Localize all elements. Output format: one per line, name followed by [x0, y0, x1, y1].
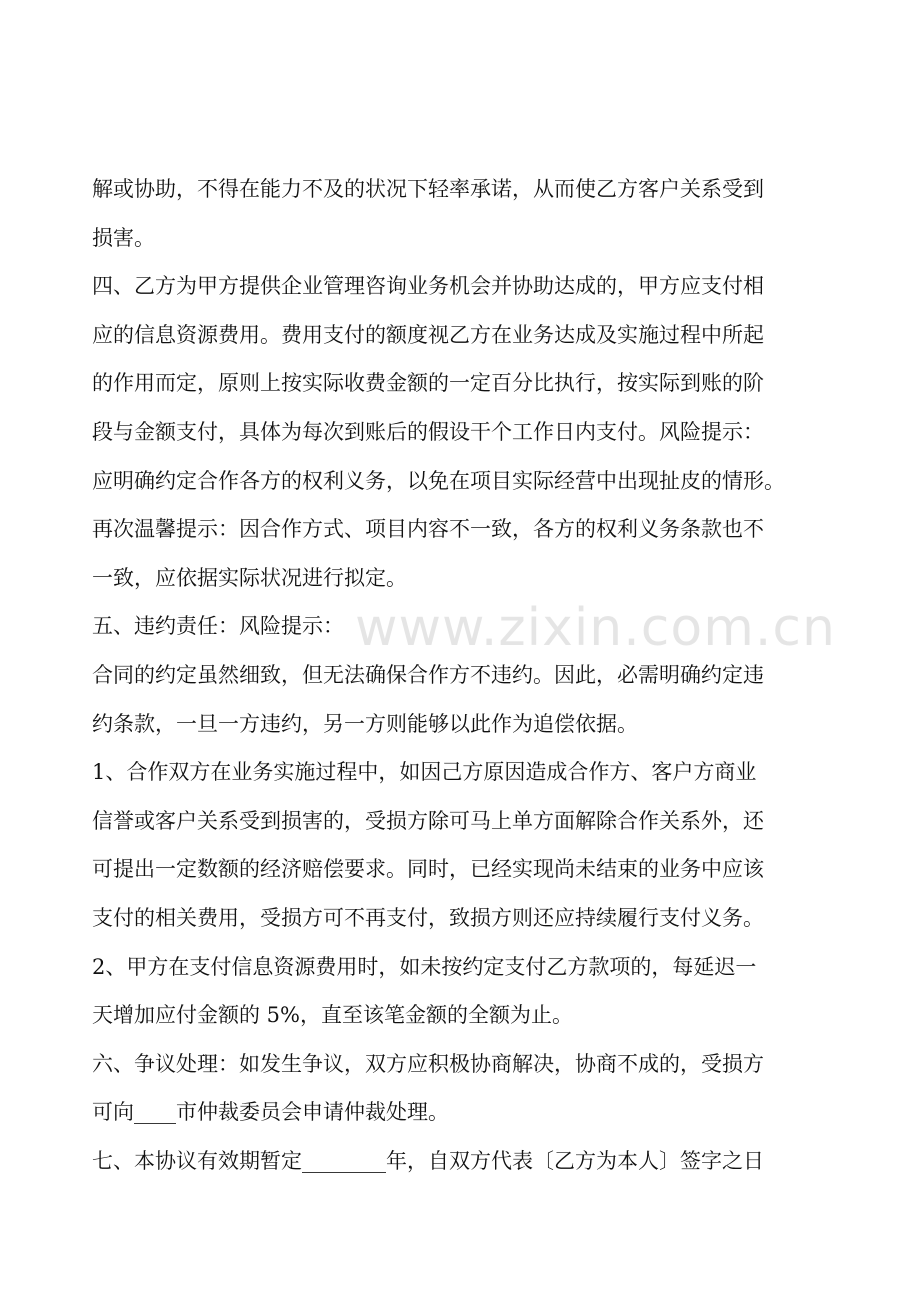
text-line: 应的信息资源费用。费用支付的额度视乙方在业务达成及实施过程中所起 — [92, 322, 764, 347]
text-line: 四、乙方为甲方提供企业管理咨询业务机会并协助达成的，甲方应支付相 — [92, 274, 764, 299]
text-line: 可提出一定数额的经济赔偿要求。同时，已经实现尚未结束的业务中应该 — [92, 857, 764, 882]
text-line: 天增加应付金额的 5%，直至该笔金额的全额为止。 — [92, 1003, 573, 1028]
text-line: 七、本协议有效期暂定________年，自双方代表〔乙方为本人〕签字之日 — [92, 1148, 764, 1173]
text-line: 段与金额支付，具体为每次到账后的假设干个工作日内支付。风险提示： — [92, 419, 764, 444]
text-line: 再次温馨提示：因合作方式、项目内容不一致，各方的权利义务条款也不 — [92, 517, 764, 542]
text-line: 可向____市仲裁委员会申请仲裁处理。 — [92, 1100, 449, 1125]
document-body — [92, 165, 837, 1185]
text-line: 1、合作双方在业务实施过程中，如因己方原因造成合作方、客户方商业 — [92, 760, 757, 785]
text-line: 五、违约责任：风险提示： — [92, 614, 344, 639]
text-line: 六、争议处理：如发生争议，双方应积极协商解决，协商不成的，受损方 — [92, 1051, 764, 1076]
text-line: 约条款，一旦一方违约，另一方则能够以此作为追偿依据。 — [92, 711, 638, 736]
text-line: 的作用而定，原则上按实际收费金额的一定百分比执行，按实际到账的阶 — [92, 371, 764, 396]
watermark: www.zixin.com.cn — [355, 598, 836, 658]
text-line: 解或协助，不得在能力不及的状况下轻率承诺，从而使乙方客户关系受到 — [92, 177, 764, 201]
text-line: 2、甲方在支付信息资源费用时，如未按约定支付乙方款项的，每延迟一 — [92, 954, 757, 979]
text-line: 支付的相关费用，受损方可不再支付，致损方则还应持续履行支付义务。 — [92, 905, 764, 930]
text-line: 一致，应依据实际状况进行拟定。 — [92, 565, 407, 590]
text-line: 信誉或客户关系受到损害的，受损方除可马上单方面解除合作关系外，还 — [92, 808, 764, 833]
text-line: 合同的约定虽然细致，但无法确保合作方不违约。因此，必需明确约定违 — [92, 662, 764, 687]
text-line: 损害。 — [92, 225, 155, 250]
text-line: 应明确约定合作各方的权利义务，以免在项目实际经营中出现扯皮的情形。 — [92, 468, 785, 493]
